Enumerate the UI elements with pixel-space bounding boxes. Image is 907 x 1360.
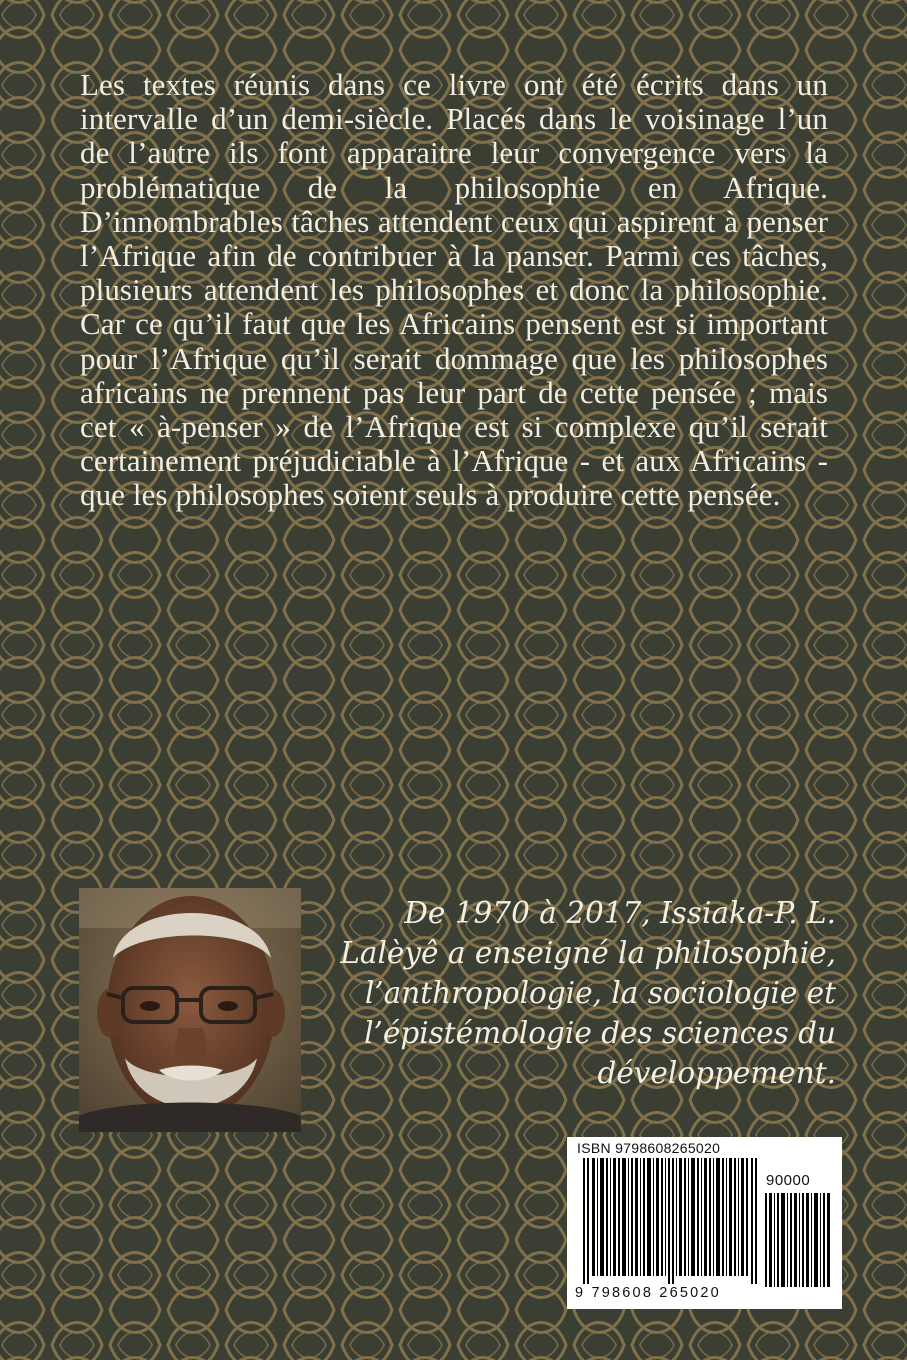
- back-cover-blurb: Les textes réunis dans ce livre ont été écrits dans un intervalle d’un demi-siècle. Placés dans le voisinage l’un de l’autre ils font apparaitre leur convergence vers la problématique de la philosophie en Afrique. D’innombrables tâches attendent ceux qui aspirent à penser l’Afrique afin de contribuer à la panser. Parmi ces tâches, plusieurs attendent les philosophes et donc la philosophie. Car ce qu’il faut que les Africains pensent est si important pour l’Afrique qu’il serait dommage que les philosophes africains ne prennent pas leur part de cette pensée ; mais cet « à-penser » de l’Afrique est si complexe qu’il serait certainement préjudiciable à l’Afrique - et aux Africains - que les philosophes soient seuls à produire cette pensée.: [80, 67, 828, 513]
- isbn-label: ISBN 9798608265020: [577, 1140, 721, 1156]
- addon-barcode-bars: [765, 1193, 831, 1287]
- ean-digits: 9 798608 265020: [575, 1285, 721, 1301]
- author-photo: [79, 888, 301, 1132]
- barcode-bars: [583, 1158, 759, 1284]
- price-code: 90000: [766, 1172, 811, 1189]
- author-bio: De 1970 à 2017, Issiaka-P. L. Lalèyê a enseigné la philosophie, l’anthropologie, la sociologie et l’épistémologie des sciences du développement.: [340, 896, 836, 1090]
- isbn-barcode: [567, 1137, 842, 1309]
